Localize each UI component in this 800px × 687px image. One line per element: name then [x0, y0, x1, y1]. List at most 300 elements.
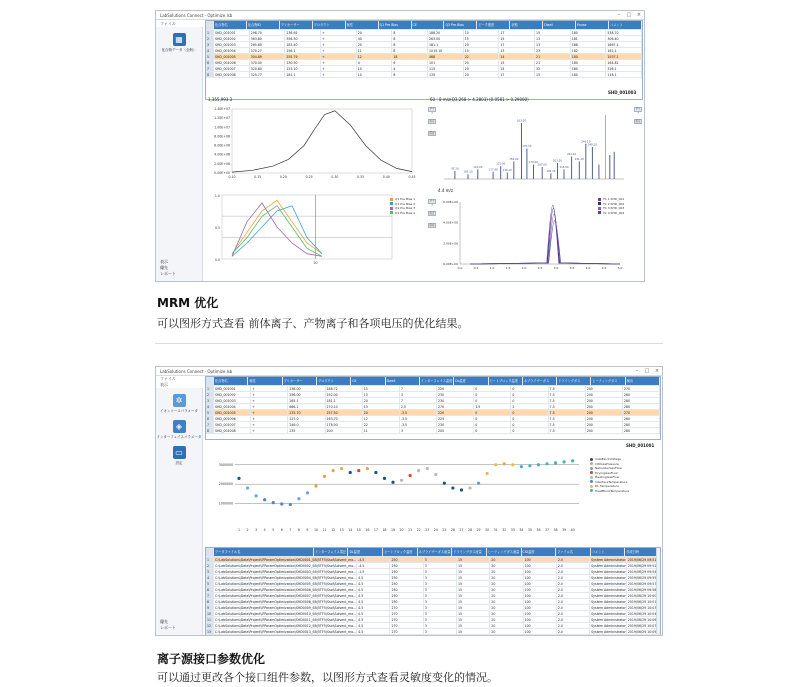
- peak-label: 130.10: [502, 169, 512, 173]
- table-cell: 15: [457, 629, 490, 634]
- column-header[interactable]: 化合物名: [214, 21, 247, 29]
- scatter-point[interactable]: [468, 486, 471, 489]
- table-cell: SHD_001007: [214, 422, 251, 427]
- save-button-1[interactable]: 保存: [429, 132, 435, 135]
- settings-tool[interactable]: [156, 446, 202, 466]
- x-tick-label: 12: [331, 528, 336, 532]
- column-header[interactable]: ネブライザーガス: [523, 377, 557, 385]
- table-cell: SHD_001001: [214, 30, 250, 35]
- settings-button-3[interactable]: 設定: [429, 212, 435, 215]
- table-cell: 40: [357, 36, 393, 41]
- table-cell: 15: [363, 392, 400, 397]
- table-cell: 250: [390, 587, 423, 592]
- column-header[interactable]: プロダクト: [317, 377, 351, 385]
- scatter-point[interactable]: [374, 471, 377, 474]
- x-tick-label: 0.35: [357, 175, 365, 179]
- x-tick-label: 20: [313, 261, 318, 265]
- compound-data-tool[interactable]: [156, 33, 202, 53]
- legend-text: InletBlockVoltage: [595, 457, 622, 461]
- column-header[interactable]: 作成日時: [625, 548, 660, 556]
- y-tick-label: 2000000: [218, 482, 233, 487]
- table-cell: 225: [437, 416, 474, 421]
- table-cell: 280: [623, 392, 660, 397]
- y-tick-label: 4.00E+06: [443, 220, 458, 225]
- column-header[interactable]: 極性: [346, 21, 379, 29]
- x-tick-label: 28: [467, 528, 473, 532]
- scatter-point[interactable]: [255, 494, 258, 497]
- table-cell: 8: [392, 36, 428, 41]
- table-cell: 0: [511, 416, 548, 421]
- column-header[interactable]: Q3 Pre Bias: [444, 21, 477, 29]
- scatter-point[interactable]: [263, 498, 266, 501]
- row-index-cell: 6: [206, 587, 214, 592]
- x-tick-label: 3: [255, 528, 258, 532]
- y-tick-label: 6.00E+06: [214, 143, 230, 148]
- peak-chart: [206, 103, 421, 187]
- table-cell: 15: [535, 72, 571, 77]
- table-cell: 15: [457, 623, 490, 628]
- column-header[interactable]: インターフェイス温度: [420, 379, 453, 383]
- x-tick-label: 0.45: [408, 175, 416, 179]
- nav-report[interactable]: レポート: [160, 271, 176, 276]
- column-header[interactable]: 検出: [626, 377, 660, 385]
- column-header[interactable]: ヒーティングガス流量: [487, 548, 522, 556]
- table-cell: 304.89: [250, 54, 286, 59]
- scatter-point[interactable]: [486, 472, 489, 475]
- table-cell: 246.0: [288, 422, 325, 427]
- scatter-point[interactable]: [272, 501, 275, 504]
- row-index-cell: 3: [206, 398, 214, 403]
- data-file-table-scrollbar[interactable]: [656, 548, 660, 634]
- parameter-legend: [590, 457, 629, 493]
- table-cell: 100: [524, 593, 557, 598]
- scatter-point[interactable]: [409, 474, 412, 477]
- table-cell: 3: [424, 617, 457, 622]
- table-cell: 250: [390, 575, 423, 580]
- table-cell: 280: [623, 422, 660, 427]
- table-header-row: [206, 21, 642, 30]
- legend-entry: [590, 489, 629, 494]
- table-cell: 1537.1: [606, 54, 642, 59]
- x-tick-label: 4.5: [601, 266, 607, 270]
- peak-label: 170.10: [522, 145, 532, 149]
- table-cell: System Administrator: [591, 558, 626, 562]
- interface-tool[interactable]: [156, 420, 202, 440]
- scatter-point[interactable]: [503, 462, 506, 465]
- x-tick-label: 40: [570, 528, 575, 532]
- peak-label: 175.00: [528, 161, 538, 165]
- x-tick-label: 0.30: [331, 175, 339, 179]
- table-cell: 0: [474, 386, 511, 391]
- table-cell: 3: [424, 599, 457, 604]
- column-header[interactable]: プリカーサー: [283, 377, 317, 385]
- x-tick-label: 6: [280, 528, 283, 532]
- row-index-cell: 4: [206, 575, 214, 580]
- column-header[interactable]: CE: [412, 21, 445, 29]
- table-cell: 22: [464, 54, 500, 59]
- scatter-point[interactable]: [451, 486, 454, 489]
- column-header[interactable]: 化合物名: [214, 377, 248, 385]
- column-header[interactable]: コメント: [591, 548, 626, 556]
- y-tick-label: 1.40E+07: [214, 107, 230, 111]
- table-cell: 200: [326, 428, 363, 433]
- y-tick-label: 1.20E+07: [214, 116, 230, 121]
- x-tick-label: 1.0: [489, 266, 495, 270]
- column-header[interactable]: ヒーティングガス: [591, 377, 625, 385]
- table-cell: 200: [586, 386, 623, 391]
- column-header[interactable]: Dwell: [543, 21, 576, 29]
- table-cell: 100: [524, 617, 557, 622]
- table-cell: 20: [490, 623, 523, 628]
- table-cell: C:\LabSolutions\Data\Project\IFParamOptimization\SHD0006_SB(5TF5)Ssol\Solvent_mo...: [215, 588, 357, 592]
- table-cell: 250: [390, 593, 423, 598]
- table-cell: 7: [400, 386, 437, 391]
- table-cell: 181: [571, 36, 607, 41]
- close-icon-2[interactable]: ×: [654, 368, 660, 374]
- column-header[interactable]: ドライングガス: [557, 377, 591, 385]
- table-cell: 230: [437, 392, 474, 397]
- scatter-point[interactable]: [366, 467, 369, 470]
- x-tick-label: 10: [313, 528, 319, 532]
- scatter-point[interactable]: [511, 463, 514, 466]
- column-header[interactable]: Q1 Pre Bias: [379, 21, 412, 29]
- table-cell: 0: [511, 392, 548, 397]
- table-cell: +: [251, 410, 288, 415]
- table-cell: 325.77: [250, 72, 286, 77]
- column-header[interactable]: DL温度: [454, 377, 488, 385]
- x-tick-label: 27: [459, 528, 464, 532]
- scatter-point[interactable]: [297, 497, 300, 500]
- legend-text: TC 1:SHD_001: [603, 197, 625, 201]
- scatter-point[interactable]: [554, 461, 557, 464]
- table-cell: SHD_001004: [214, 404, 251, 409]
- table-cell: System Administrator: [591, 582, 626, 586]
- x-tick-label: 3.5: [569, 266, 575, 270]
- y-tick-label: 0.00E+00: [214, 171, 230, 175]
- x-tick-label: 7: [289, 528, 292, 532]
- table-cell: 15: [457, 587, 490, 592]
- table-cell: 2.0: [557, 617, 590, 622]
- scatter-point[interactable]: [391, 481, 394, 484]
- row-index-cell: 6: [206, 416, 214, 421]
- table-cell: +: [251, 428, 288, 433]
- y-tick-label: 4.00E+06: [214, 152, 230, 157]
- column-header[interactable]: 化合物ID: [247, 21, 280, 29]
- legend-text: CIDGasPressure: [595, 461, 619, 466]
- table-cell: SHD_001005: [214, 410, 251, 415]
- table-cell: 15: [457, 581, 490, 586]
- table-cell: 181.1: [606, 48, 642, 53]
- column-header[interactable]: CID温度: [522, 548, 557, 556]
- table-cell: 2019/06/29 09:54: [627, 569, 660, 574]
- close-icon[interactable]: ×: [636, 12, 642, 18]
- table-cell: 4.5: [357, 623, 390, 628]
- scatter-point[interactable]: [340, 467, 343, 470]
- table-cell: 0: [511, 398, 548, 403]
- column-header[interactable]: ドライングガス流量: [452, 548, 487, 556]
- column-header[interactable]: 極性: [248, 377, 282, 385]
- table-cell: +: [321, 72, 357, 77]
- table-cell: 15: [499, 60, 535, 65]
- table-cell: 3: [424, 569, 457, 574]
- table-cell: 2019/06/29 10:00: [627, 593, 660, 598]
- table-cell: 7.5: [549, 422, 586, 427]
- table-cell: 4.5: [357, 581, 390, 586]
- table-cell: 180: [571, 66, 607, 71]
- scatter-point[interactable]: [571, 459, 574, 462]
- scatter-point[interactable]: [537, 463, 540, 466]
- nav-view[interactable]: 表示: [160, 259, 168, 264]
- column-header[interactable]: 状態: [510, 21, 543, 29]
- scatter-point[interactable]: [477, 482, 480, 485]
- table-cell: 200: [586, 416, 623, 421]
- table-cell: 17: [499, 42, 535, 47]
- x-tick-label: 1: [237, 528, 241, 532]
- x-tick-label: 5.0: [617, 266, 623, 270]
- table-cell: 270: [390, 617, 423, 622]
- table-cell: -1.5: [357, 569, 390, 574]
- table-cell: 10: [357, 66, 393, 71]
- column-header[interactable]: ネブライザーガス流量: [418, 550, 451, 554]
- peak-label: 121.00: [496, 162, 506, 166]
- row-index-cell: 3: [206, 42, 214, 47]
- legend-text: Q1 Pre Bias 2: [395, 201, 416, 206]
- column-header[interactable]: CE: [351, 377, 385, 385]
- table-cell: 230.50: [285, 60, 321, 65]
- row-index-cell: 5: [206, 410, 214, 415]
- y-tick-label: 0.0: [214, 258, 220, 262]
- table-cell: SHD_001002: [214, 36, 250, 41]
- x-tick-label: 17: [373, 528, 378, 532]
- scatter-point[interactable]: [494, 463, 497, 466]
- menu-file-2[interactable]: ファイル: [160, 376, 176, 381]
- x-tick-label: 2.5: [537, 266, 543, 270]
- scatter-point[interactable]: [460, 488, 463, 491]
- table-cell: 255.79: [285, 54, 321, 59]
- table-cell: +: [321, 60, 357, 65]
- table-cell: 15: [457, 569, 490, 574]
- table-cell: C:\LabSolutions\Data\Project\IFParamOptimization\SHD0008_SB(5TF5)Ssol\Solvent_mo...: [215, 600, 357, 604]
- table-cell: 180: [571, 30, 607, 35]
- column-header[interactable]: Dwell: [386, 377, 420, 385]
- column-header[interactable]: プリカーサー: [280, 21, 313, 29]
- nav-priority-2[interactable]: 優先: [160, 619, 168, 624]
- table-cell: SHD_001003: [214, 398, 251, 403]
- spectrum-compound-label: SHD_001003: [608, 90, 637, 95]
- column-header[interactable]: DL温度: [348, 548, 383, 556]
- table-cell: +: [321, 36, 357, 41]
- table-cell: 2.0: [557, 557, 590, 562]
- table-cell: 235.70: [288, 410, 325, 415]
- optimization-series-line: [232, 206, 322, 257]
- x-tick-label: 23: [425, 528, 430, 532]
- scatter-point[interactable]: [349, 471, 352, 474]
- legend-swatch: [590, 458, 593, 461]
- table-cell: 15: [499, 36, 535, 41]
- scatter-point[interactable]: [426, 467, 429, 470]
- column-header[interactable]: プロダクト: [313, 21, 346, 29]
- minimize-icon[interactable]: –: [617, 12, 621, 18]
- scatter-point[interactable]: [417, 469, 420, 472]
- table-cell: 15: [457, 617, 490, 622]
- x-tick-label: 26: [450, 528, 455, 532]
- menu-view-2[interactable]: 表示: [160, 382, 168, 387]
- legend-swatch: [598, 202, 601, 205]
- scatter-point[interactable]: [443, 482, 446, 485]
- table-cell: 180: [571, 72, 607, 77]
- x-tick-label: 14: [348, 528, 353, 532]
- table-cell: 10: [464, 30, 500, 35]
- scatter-point[interactable]: [520, 465, 523, 468]
- row-index-cell: 1: [206, 30, 214, 35]
- y-tick-label: 3000000: [218, 462, 233, 467]
- table-cell: 156.1: [285, 48, 321, 53]
- graph-button-3[interactable]: グラフ: [429, 200, 435, 207]
- x-tick-label: 8: [297, 528, 300, 532]
- table-cell: 3: [424, 557, 457, 562]
- table-cell: 3: [424, 629, 457, 634]
- graph-button-1[interactable]: グラフ: [429, 108, 435, 115]
- table-cell: 13: [363, 404, 400, 409]
- scatter-point[interactable]: [314, 485, 317, 488]
- x-tick-label: 36: [536, 528, 541, 532]
- scatter-point[interactable]: [383, 477, 386, 480]
- scatter-point[interactable]: [332, 469, 335, 472]
- row-index-cell: 12: [206, 623, 214, 628]
- table-cell: 100: [524, 557, 557, 562]
- y-tick-label: 1.00E+07: [214, 125, 230, 130]
- scatter-point[interactable]: [246, 486, 249, 489]
- settings-button-1[interactable]: 設定: [429, 120, 435, 123]
- x-tick-label: 31: [493, 528, 498, 532]
- scatter-point[interactable]: [280, 502, 283, 505]
- save-button-3[interactable]: 保存: [429, 224, 435, 227]
- scatter-point[interactable]: [434, 473, 437, 476]
- x-tick-label: 35: [527, 528, 532, 532]
- column-header[interactable]: ヒートブロック温度: [383, 548, 418, 556]
- scatter-point[interactable]: [323, 475, 326, 478]
- table-cell: 21: [535, 60, 571, 65]
- scatter-point[interactable]: [237, 477, 240, 480]
- legend-swatch: [598, 207, 601, 210]
- table-cell: System Administrator: [591, 624, 626, 628]
- scatter-point[interactable]: [563, 460, 566, 463]
- column-header[interactable]: インターフェイス電圧: [314, 548, 349, 556]
- table-cell: 8: [392, 48, 428, 53]
- x-tick-label: 20: [399, 528, 404, 532]
- maximize-icon-2[interactable]: □: [644, 368, 650, 374]
- compound-data-label: 化合物データ（全般）: [161, 48, 197, 52]
- table-cell: C:\LabSolutions\Data\Project\IFParamOptimization\SHD0009_SB(5TF5)Ssol\Solvent_mo...: [215, 606, 357, 610]
- table-header-row: [206, 548, 660, 557]
- table-cell: 2019/06/29 10:01: [627, 599, 660, 604]
- ion-source-icon: ✲: [173, 394, 186, 407]
- table-cell: +: [321, 48, 357, 53]
- peak-label: 105.10: [463, 170, 473, 174]
- x-tick-label: 33: [510, 528, 515, 532]
- row-index-cell: 3: [206, 569, 214, 574]
- column-header[interactable]: ヒートブロック温度: [489, 377, 523, 385]
- peak-label: 215.00: [559, 165, 569, 169]
- table-cell: 0: [511, 386, 548, 391]
- ion-source-tool[interactable]: [156, 394, 202, 414]
- table-cell: 101: [428, 60, 464, 65]
- table-cell: 298.70: [250, 30, 286, 35]
- table-cell: 188.20: [428, 30, 464, 35]
- column-header[interactable]: ピーク強度: [477, 21, 510, 29]
- minimize-icon-2[interactable]: –: [635, 368, 639, 374]
- settings-button-2[interactable]: 設定: [635, 120, 641, 123]
- x-tick-label: 13: [339, 528, 344, 532]
- table-cell: 20: [490, 599, 523, 604]
- table-cell: C:\LabSolutions\Data\Project\IFParamOptimization\SHD0004_SB(5TF5)Ssol\Solvent_mo...: [215, 576, 357, 580]
- scatter-point[interactable]: [528, 464, 531, 467]
- table-cell: 256.00: [288, 392, 325, 397]
- chrom-header: 4.4 m/z: [438, 188, 453, 193]
- scatter-point[interactable]: [289, 503, 292, 506]
- scatter-point[interactable]: [400, 479, 403, 482]
- table-cell: System Administrator: [591, 564, 626, 568]
- table-cell: 3: [400, 392, 437, 397]
- table-cell: 370.00: [250, 60, 286, 65]
- table-cell: +: [251, 392, 288, 397]
- table-row[interactable]: [206, 629, 660, 635]
- table-cell: 181.1: [428, 42, 464, 47]
- table-cell: 17: [499, 72, 535, 77]
- x-tick-label: 9: [306, 528, 309, 532]
- legend-text: HeatBlockTemperature: [595, 488, 630, 493]
- table-cell: 320.80: [250, 66, 286, 71]
- scatter-point[interactable]: [306, 491, 309, 494]
- menu-file[interactable]: ファイル: [160, 20, 176, 26]
- row-index-cell: 13: [206, 629, 214, 634]
- table-cell: 13: [535, 36, 571, 41]
- scatter-point[interactable]: [545, 462, 548, 465]
- table-cell: 235: [288, 428, 325, 433]
- table-cell: 183.40: [285, 42, 321, 47]
- column-header[interactable]: ファイル名: [556, 548, 591, 556]
- table-cell: 250: [390, 581, 423, 586]
- scatter-point[interactable]: [357, 469, 360, 472]
- peak-chart-header: 1,355,993.3: [208, 97, 233, 102]
- column-header[interactable]: データファイル名: [214, 548, 314, 556]
- table-cell: 20: [490, 569, 523, 574]
- table-cell: 20: [357, 42, 393, 47]
- peak-label: 117.90: [488, 168, 498, 172]
- legend-text: TC 4:SHD_004: [603, 210, 625, 215]
- x-tick-label: 11: [322, 528, 327, 532]
- table-cell: 270: [390, 605, 423, 610]
- table-cell: System Administrator: [591, 618, 626, 622]
- row-index-cell: 4: [206, 48, 214, 53]
- plot-area: [222, 195, 392, 259]
- table-row[interactable]: [206, 428, 660, 434]
- maximize-icon[interactable]: □: [626, 12, 632, 18]
- nav-report-2[interactable]: レポート: [160, 625, 176, 630]
- table-row[interactable]: [206, 72, 642, 78]
- graph-button-2[interactable]: グラフ: [635, 108, 641, 115]
- row-index-cell: 6: [206, 60, 214, 65]
- nav-priority[interactable]: 優先: [160, 265, 168, 270]
- table-cell: 200: [437, 428, 474, 433]
- table-cell: 2019/06/29 09:57: [627, 581, 660, 586]
- column-header[interactable]: Pause: [576, 21, 609, 29]
- column-header[interactable]: コメント: [609, 21, 642, 29]
- table-cell: 180: [571, 60, 607, 65]
- table-cell: 20: [490, 629, 523, 634]
- x-tick-label: 0.15: [254, 175, 262, 179]
- table-cell: 11: [363, 428, 400, 433]
